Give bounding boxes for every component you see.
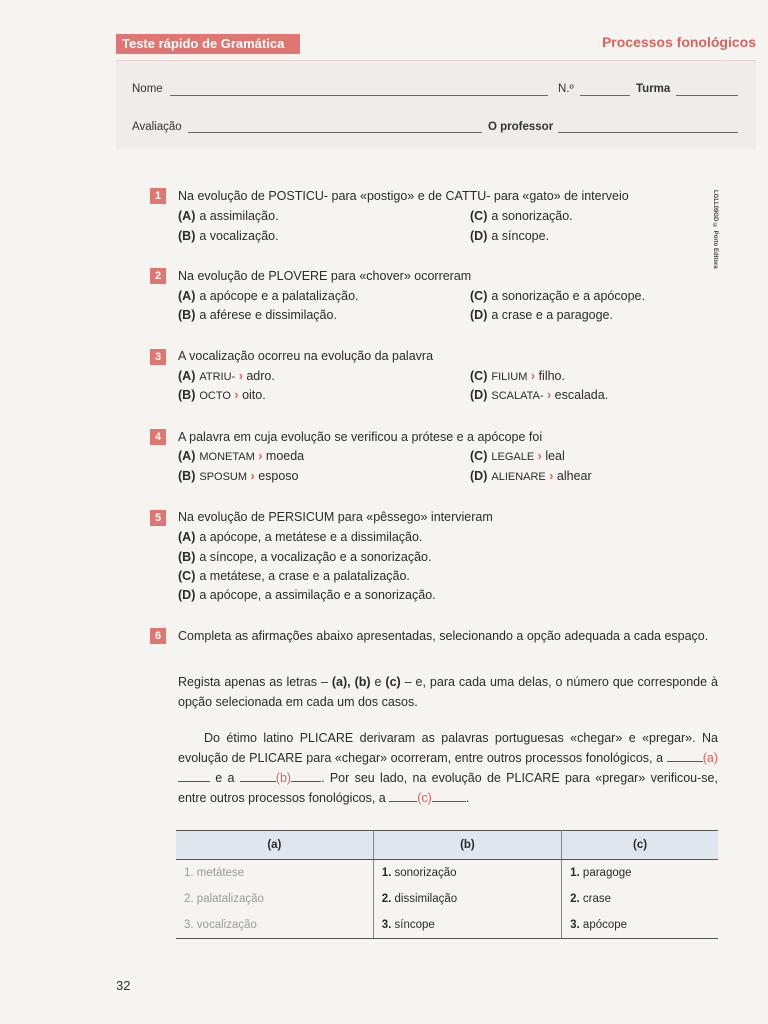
evaluation-field[interactable]	[188, 132, 482, 133]
option-c[interactable]: (C) LEGALE › leal	[470, 449, 565, 463]
column-a-header: (a)	[176, 831, 373, 860]
teacher-label: O professor	[488, 121, 554, 133]
option-b[interactable]: (B) a síncope, a vocalização e a sonorização.	[178, 550, 432, 564]
blank-c[interactable]: (c)	[417, 791, 432, 805]
blank-a[interactable]: (a)	[702, 751, 718, 765]
name-field[interactable]	[170, 95, 548, 96]
option-c[interactable]: (C) a metátese, a crase e a palatalização.	[178, 569, 410, 583]
name-label: Nome	[132, 83, 163, 95]
option-c[interactable]: (C) a sonorização e a apócope.	[470, 289, 645, 303]
option-b[interactable]: (B) SPOSUM › esposo	[178, 469, 299, 483]
question-text: Na evolução de PLOVERE para «chover» ocorreram	[178, 269, 472, 283]
option-d[interactable]: (D) a síncope.	[470, 229, 550, 243]
question-number: 2	[150, 268, 166, 284]
teacher-field[interactable]	[558, 132, 738, 133]
options-table	[176, 830, 718, 939]
question-number: 6	[150, 628, 166, 644]
option-d[interactable]: (D) a crase e a paragoge.	[470, 308, 613, 322]
student-form	[116, 60, 756, 149]
number-label: N.º	[558, 83, 574, 95]
question-number: 1	[150, 188, 166, 204]
option-d[interactable]: (D) ALIENARE › alhear	[470, 469, 592, 483]
question-text: A palavra em cuja evolução se verificou a prótese e a apócope foi	[178, 430, 543, 444]
class-field[interactable]	[676, 95, 738, 96]
option-d[interactable]: (D) SCALATA- › escalada.	[470, 388, 609, 402]
column-c-header: (c)	[562, 831, 718, 860]
page-number: 32	[116, 978, 131, 993]
q6-instruction: Completa as afirmações abaixo apresentadas, selecionando a opção adequada a cada espaço.	[178, 629, 709, 643]
section-tag: Teste rápido de Gramática	[116, 34, 300, 54]
question-text: A vocalização ocorreu na evolução da palavra	[178, 349, 434, 363]
option-a[interactable]: (A) a apócope, a metátese e a dissimilação.	[178, 530, 423, 544]
option-a[interactable]: (A) a apócope e a palatalização.	[178, 289, 359, 303]
option-b[interactable]: (B) a vocalização.	[178, 229, 279, 243]
question-text: Na evolução de PERSICUM para «pêssego» intervieram	[178, 510, 493, 524]
q6-register-note: Regista apenas as letras – (a), (b) e (c) – e, para cada uma delas, o número que corresponde à opção selecionada em cada um dos casos.	[178, 675, 718, 709]
option-c[interactable]: (C) FILIUM › filho.	[470, 369, 565, 383]
question-number: 5	[150, 510, 166, 526]
table-row: 1. metátese 1. sonorização 1. paragoge	[176, 860, 718, 887]
option-d[interactable]: (D) a apócope, a assimilação e a sonorização.	[178, 588, 436, 602]
table-row: 3. vocalização 3. síncope 3. apócope	[176, 912, 718, 939]
option-a[interactable]: (A) a assimilação.	[178, 209, 279, 223]
q6-passage: Do étimo latino PLICARE derivaram as palavras portuguesas «chegar» e «pregar». Na evolução de PLICARE para «chegar» ocorreram, entre outros processos fonológicos, a (a) e a (b) . Por seu lado, na evolução de PLICARE para «pregar» verificou-se, entre outros processos fonológicos, a (c) .	[178, 731, 718, 805]
question-text: Na evolução de POSTICU- para «postigo» e de CATTU- para «gato» de interveio	[178, 189, 629, 203]
side-copyright: LGLL09GD © Porto Editora	[712, 190, 718, 269]
question-number: 3	[150, 349, 166, 365]
option-a[interactable]: (A) MONETAM › moeda	[178, 449, 305, 463]
option-b[interactable]: (B) OCTO › oito.	[178, 388, 266, 402]
column-b-header: (b)	[373, 831, 561, 860]
number-field[interactable]	[580, 95, 630, 96]
option-c[interactable]: (C) a sonorização.	[470, 209, 573, 223]
evaluation-label: Avaliação	[132, 121, 182, 133]
option-a[interactable]: (A) ATRIU- › adro.	[178, 369, 275, 383]
option-b[interactable]: (B) a aférese e dissimilação.	[178, 308, 337, 322]
page-title: Processos fonológicos	[601, 34, 756, 50]
blank-b[interactable]: (b)	[275, 771, 292, 785]
question-number: 4	[150, 429, 166, 445]
class-label: Turma	[636, 83, 671, 95]
table-row: 2. palatalização 2. dissimilação 2. crase	[176, 886, 718, 912]
